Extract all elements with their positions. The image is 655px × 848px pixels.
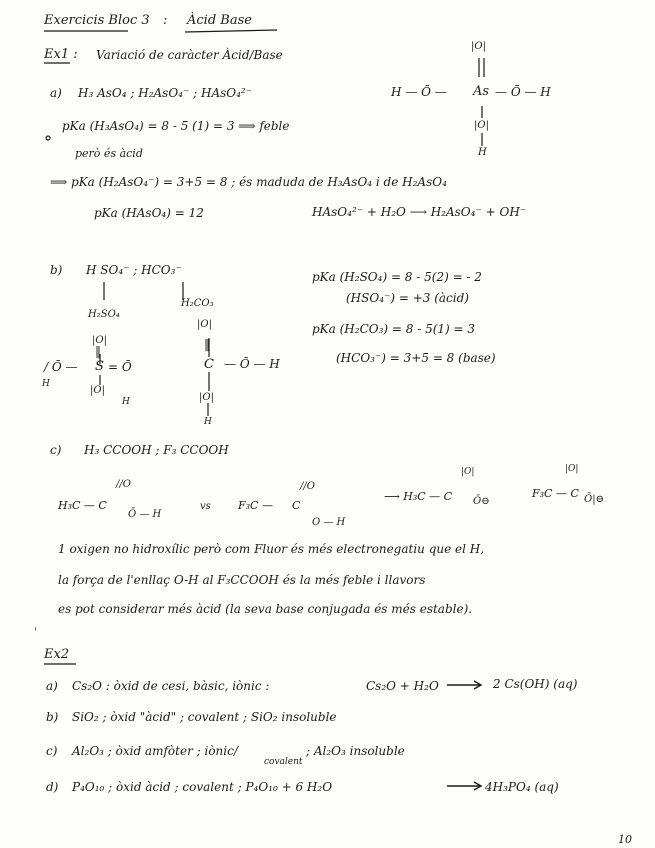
c-mol2-carbonyl-o: //O — [300, 481, 315, 492]
ex2-d-text: P₄O₁₀ ; òxid àcid ; covalent ; P₄O₁₀ + 6 H₂O — [72, 780, 333, 794]
c-mol2-hydroxyl: O — H — [312, 517, 346, 528]
s-top-oxygen: |O| — [92, 335, 107, 346]
b-acid-h2co3: H₂CO₃ — [181, 298, 214, 309]
ex2-c-note: covalent — [264, 757, 303, 767]
c-top-oxygen: |O| — [197, 319, 212, 330]
page-header-separator: : — [163, 13, 168, 28]
ex1-c-label: c) — [50, 443, 62, 457]
ex2-b-label: b) — [46, 710, 59, 724]
pka-h3aso4-line: pKa (H₃AsO₄) = 8 - 5 (1) = 3 ⟹ feble — [62, 119, 290, 133]
b-pka-h2so4: pKa (H₂SO₄) = 8 - 5(2) = - 2 — [312, 270, 482, 284]
ex2-c-label: c) — [46, 744, 58, 758]
s-double-bond: ‖ — [95, 344, 101, 358]
c-vs: vs — [200, 501, 211, 512]
ex1-b-species: H SO₄⁻ ; HCO₃⁻ — [86, 263, 182, 277]
ex2-c-tail: ; Al₂O₃ insoluble — [306, 744, 405, 758]
as-center-atom: As — [473, 84, 490, 99]
c-right-oh: — Ō — H — [224, 357, 280, 371]
c-base2-backbone: F₃C — C — [532, 487, 579, 500]
ex2-a-equation: Cs₂O + H₂O — [366, 679, 439, 693]
ex2-a-product: 2 Cs(OH) (aq) — [493, 677, 578, 691]
b-pka-hco3: (HCO₃⁻) = 3+5 = 8 (base) — [336, 351, 496, 365]
c-mol2-backbone: F₃C — — [238, 499, 273, 512]
ex1-heading: Ex1 : — [44, 47, 78, 62]
c-bottom-hydrogen: H — [204, 417, 212, 427]
c-base1-oxide: Ō⊖ — [473, 496, 490, 507]
arrow-ex2a-head — [474, 681, 481, 689]
c-center-atom: C — [204, 357, 214, 372]
ex1-c-species: H₃ CCOOH ; F₃ CCOOH — [84, 443, 229, 457]
ex2-heading: Ex2 — [44, 647, 70, 662]
arrow-ex2d-head — [474, 782, 481, 790]
ex1-a-label: a) — [50, 86, 62, 100]
c-base2-oxide: Ō|⊖ — [584, 494, 604, 505]
b-pka-h2co3: pKa (H₂CO₃) = 8 - 5(1) = 3 — [312, 322, 476, 336]
c-double-bond: ‖ — [204, 337, 210, 351]
c-mol1-hydroxyl: Ō — H — [128, 509, 162, 520]
s-center-atom: S — [95, 359, 104, 374]
ex2-a-label: a) — [46, 679, 58, 693]
page-header-title: Exercicis Bloc 3 — [44, 13, 150, 28]
c-explanation-line1: 1 oxigen no hidroxílic però com Fluor és més electronegatiu que el H, — [58, 542, 485, 556]
ex1-title: Variació de caràcter Àcid/Base — [96, 48, 283, 62]
c-mol1-carbonyl-o: //O — [116, 479, 131, 490]
as-left-group: H — Ō — — [391, 85, 447, 99]
s-bottom-hydrogen: H — [122, 397, 130, 407]
ex1-a-species: H₃ AsO₄ ; H₂AsO₄⁻ ; HAsO₄²⁻ — [78, 86, 253, 100]
pka-haso4-line: pKa (HAsO₄) = 12 — [94, 206, 204, 220]
c-mol1-backbone: H₃C — C — [58, 499, 107, 512]
c-base1-oxygen: |O| — [461, 467, 475, 477]
as-bottom-hydrogen: H — [478, 147, 487, 158]
pka-haso4-reaction: HAsO₄²⁻ + H₂O ⟶ H₂AsO₄⁻ + OH⁻ — [312, 205, 527, 219]
b-acid-h2so4: H₂SO₄ — [88, 309, 120, 320]
as-right-group: — Ō — H — [495, 85, 551, 99]
b-pka-hso4: (HSO₄⁻) = +3 (àcid) — [346, 291, 469, 305]
pka-bullet-circle — [46, 136, 50, 140]
c-mol2-carbon: C — [292, 499, 301, 512]
pka-h2aso4-line: ⟹ pKa (H₂AsO₄⁻) = 3+5 = 8 ; és maduda de H₃AsO₄ i de H₂AsO₄ — [50, 175, 447, 189]
c-explanation-line2: la força de l'enllaç O-H al F₃CCOOH és la més feble i llavors — [58, 573, 426, 587]
page-header-subject: Àcid Base — [187, 13, 252, 28]
page-number: 10 — [618, 833, 632, 846]
c-explanation-line3: es pot considerar més àcid (la seva base conjugada és més estable). — [58, 602, 473, 616]
ex2-c-text: Al₂O₃ ; òxid amfòter ; iònic/ — [72, 744, 238, 758]
c-base2-oxygen: |O| — [565, 464, 579, 474]
ex2-a-text: Cs₂O : òxid de cesi, bàsic, iònic : — [72, 679, 270, 693]
ex2-d-product: 4H₃PO₄ (aq) — [485, 780, 559, 794]
ex1-b-label: b) — [50, 263, 63, 277]
s-left-oxygen: / Ō — — [44, 360, 78, 374]
c-base1-backbone: ⟶ H₃C — C — [384, 490, 453, 503]
as-top-oxygen: |O| — [471, 41, 486, 52]
s-left-hydrogen: H — [42, 379, 50, 389]
as-bottom-oxygen: |O| — [474, 120, 489, 131]
s-right-oxygen: = Ō — [108, 360, 132, 374]
margin-tick: ' — [34, 627, 37, 638]
ex2-d-label: d) — [46, 780, 59, 794]
pka-h3aso4-note: però és àcid — [75, 147, 143, 160]
subject-underline — [185, 30, 277, 32]
ex2-b-text: SiO₂ ; òxid "àcid" ; covalent ; SiO₂ insoluble — [72, 710, 337, 724]
s-bottom-oxygen: |O| — [90, 385, 105, 396]
c-bottom-oxygen: |O| — [199, 392, 214, 403]
